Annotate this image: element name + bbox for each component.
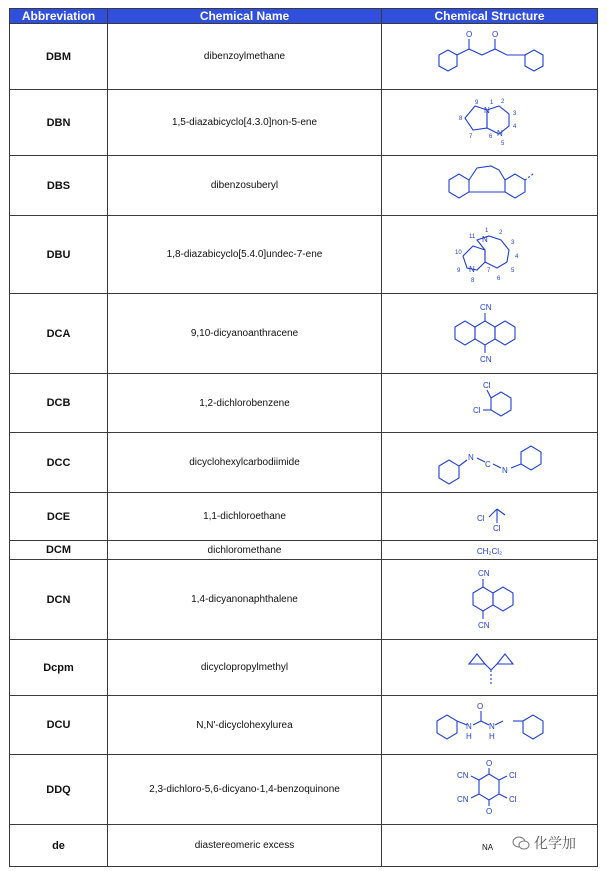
abbreviation-cell: DDQ: [10, 755, 108, 825]
svg-text:N: N: [465, 722, 472, 731]
header-chemical-name: Chemical Name: [108, 9, 382, 24]
dce-structure: [425, 497, 555, 537]
chemical-name-cell: 1,5-diazabicyclo[4.3.0]non-5-ene: [108, 90, 382, 156]
structure-cell: [382, 755, 598, 825]
structure-cell: [382, 696, 598, 755]
table-row: [10, 294, 598, 374]
chemical-name-cell: 2,3-dichloro-5,6-dicyano-1,4-benzoquinone: [108, 755, 382, 825]
svg-text:CN: CN: [456, 770, 469, 780]
dcc-structure: [425, 438, 555, 488]
structure-cell: [382, 560, 598, 640]
table-row: [10, 493, 598, 541]
chemical-name-cell: dibenzosuberyl: [108, 156, 382, 216]
svg-text:1: 1: [484, 227, 488, 234]
dcu-structure: [425, 699, 555, 751]
table-row: [10, 24, 598, 90]
header-row: [10, 9, 598, 24]
table-row: [10, 216, 598, 294]
structure-cell: [382, 294, 598, 374]
dbn-structure: [425, 94, 555, 152]
svg-text:Cl: Cl: [492, 523, 501, 533]
table-row: [10, 640, 598, 696]
svg-text:10: 10: [454, 249, 462, 256]
svg-text:Cl: Cl: [508, 770, 517, 780]
svg-text:N: N: [483, 105, 490, 115]
structure-cell: [382, 493, 598, 541]
svg-text:H: H: [465, 732, 472, 741]
table-row: [10, 90, 598, 156]
svg-text:N: N: [496, 128, 503, 138]
svg-text:11: 11: [468, 233, 475, 240]
svg-text:7: 7: [486, 267, 490, 274]
svg-text:CN: CN: [479, 354, 492, 364]
structure-cell: [382, 216, 598, 294]
svg-text:Cl: Cl: [472, 406, 481, 415]
dcb-structure: [425, 378, 555, 428]
abbreviation-cell: DCM: [10, 541, 108, 560]
structure-cell: [382, 156, 598, 216]
svg-text:2: 2: [500, 98, 504, 105]
chemical-name-cell: 9,10-dicyanoanthracene: [108, 294, 382, 374]
chemical-name-cell: 1,4-dicyanonaphthalene: [108, 560, 382, 640]
dbs-structure: [425, 160, 555, 212]
svg-text:4: 4: [514, 253, 518, 260]
table-row: [10, 433, 598, 493]
svg-text:N: N: [481, 234, 488, 244]
svg-text:5: 5: [510, 267, 514, 274]
structure-cell: [382, 90, 598, 156]
ddq-structure: [425, 758, 555, 822]
svg-text:2: 2: [498, 229, 502, 236]
svg-text:CN: CN: [456, 794, 469, 804]
abbreviation-cell: DBM: [10, 24, 108, 90]
svg-text:6: 6: [496, 275, 500, 282]
na-text: NA: [482, 842, 494, 852]
chemical-name-cell: dicyclopropylmethyl: [108, 640, 382, 696]
chemical-name-cell: 1,8-diazabicyclo[5.4.0]undec-7-ene: [108, 216, 382, 294]
abbreviation-cell: DCB: [10, 374, 108, 433]
chemical-name-cell: 1,2-dichlorobenzene: [108, 374, 382, 433]
svg-text:C: C: [484, 459, 491, 469]
table-row: [10, 825, 598, 867]
dca-structure: [425, 299, 555, 369]
svg-text:Cl: Cl: [482, 381, 491, 390]
abbreviation-cell: DBS: [10, 156, 108, 216]
abbreviation-cell: DCN: [10, 560, 108, 640]
svg-text:Cl: Cl: [508, 794, 517, 804]
chemical-name-cell: dicyclohexylcarbodiimide: [108, 433, 382, 493]
svg-text:O: O: [485, 806, 492, 816]
svg-text:Cl: Cl: [476, 513, 485, 523]
dbm-structure: [425, 27, 555, 87]
watermark-text: 化学加: [534, 835, 576, 851]
svg-text:1: 1: [489, 99, 493, 106]
svg-text:H: H: [488, 732, 495, 741]
table-row: [10, 755, 598, 825]
svg-text:O: O: [485, 758, 492, 768]
header-abbreviation: Abbreviation: [10, 9, 108, 24]
table-row: [10, 541, 598, 560]
svg-text:N: N: [467, 452, 474, 462]
header-chemical-structure: Chemical Structure: [382, 9, 598, 24]
dcpm-structure: [425, 644, 555, 692]
abbreviation-cell: DCE: [10, 493, 108, 541]
abbreviation-cell: DBN: [10, 90, 108, 156]
svg-text:8: 8: [458, 115, 462, 122]
svg-text:CN: CN: [477, 620, 490, 630]
svg-text:O: O: [465, 29, 472, 39]
abbreviation-cell: DCC: [10, 433, 108, 493]
svg-text:O: O: [491, 29, 498, 39]
chemical-name-cell: 1,1-dichloroethane: [108, 493, 382, 541]
svg-text:N: N: [501, 465, 508, 475]
dcn-structure: [425, 565, 555, 635]
svg-text:3: 3: [512, 110, 516, 117]
wechat-icon: [512, 836, 530, 850]
svg-text:5: 5: [500, 140, 504, 147]
svg-text:6: 6: [488, 133, 492, 140]
structure-cell: [382, 24, 598, 90]
table-row: [10, 374, 598, 433]
svg-text:3: 3: [510, 239, 514, 246]
table-row: [10, 560, 598, 640]
table-row: [10, 696, 598, 755]
structure-cell: [382, 640, 598, 696]
abbreviation-cell: DCU: [10, 696, 108, 755]
chemical-name-cell: dibenzoylmethane: [108, 24, 382, 90]
chemical-name-cell: diastereomeric excess: [108, 825, 382, 867]
svg-text:N: N: [468, 264, 475, 274]
svg-text:O: O: [476, 702, 483, 711]
abbreviation-cell: DBU: [10, 216, 108, 294]
abbreviation-cell: Dcpm: [10, 640, 108, 696]
dcm-formula: CH₂Cl₂: [476, 547, 503, 556]
dbu-structure: [425, 222, 555, 288]
structure-cell: [382, 541, 598, 560]
svg-text:CN: CN: [479, 302, 492, 312]
chemical-name-cell: N,N'-dicyclohexylurea: [108, 696, 382, 755]
abbreviation-cell: DCA: [10, 294, 108, 374]
svg-text:4: 4: [512, 123, 516, 130]
structure-cell: [382, 433, 598, 493]
svg-text:9: 9: [474, 99, 478, 106]
svg-text:8: 8: [470, 277, 474, 284]
abbreviation-cell: de: [10, 825, 108, 867]
svg-text:N: N: [488, 722, 495, 731]
abbreviation-table: [9, 8, 598, 867]
table-row: [10, 156, 598, 216]
svg-text:9: 9: [456, 267, 460, 274]
svg-text:CN: CN: [477, 568, 490, 578]
chemical-name-cell: dichloromethane: [108, 541, 382, 560]
watermark: [512, 833, 576, 853]
structure-cell: [382, 374, 598, 433]
svg-text:7: 7: [468, 133, 472, 140]
